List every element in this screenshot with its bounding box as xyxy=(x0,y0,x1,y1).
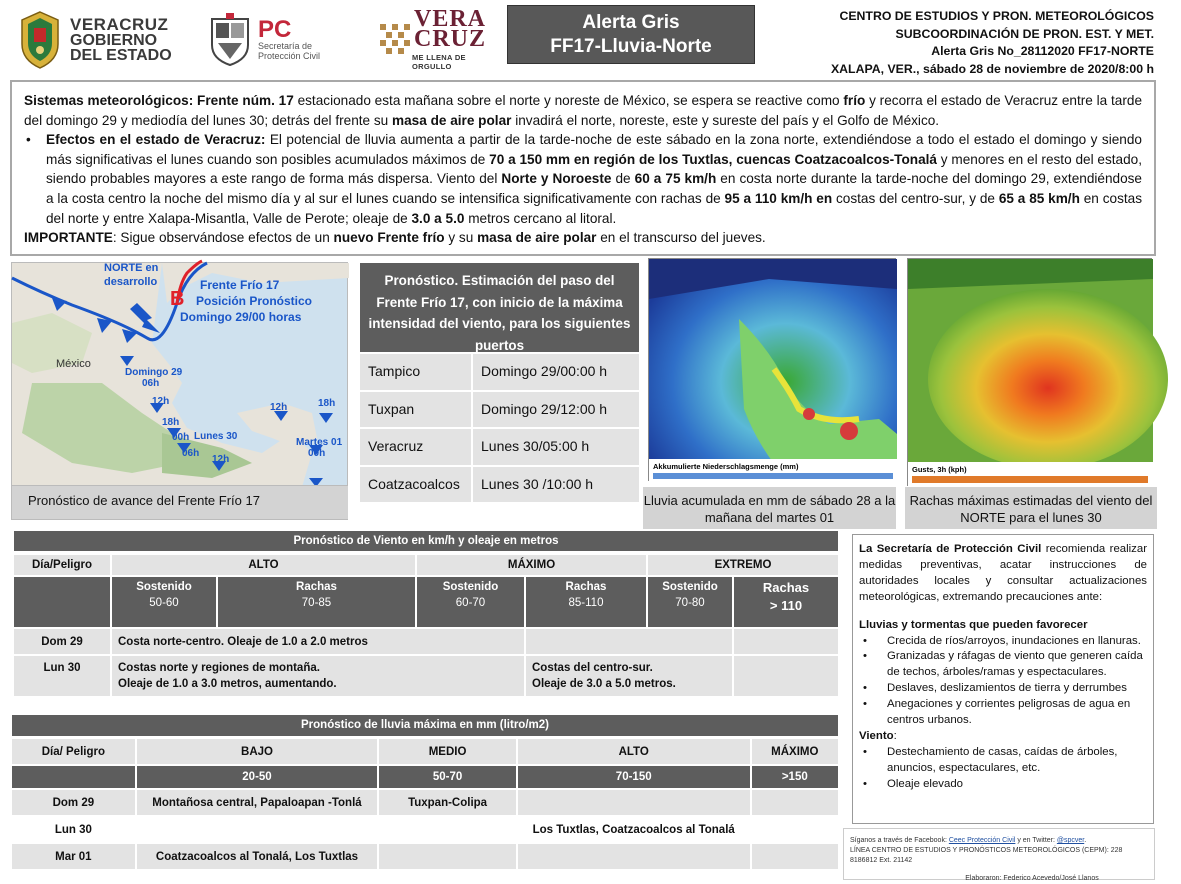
center-line4: XALAPA, VER., sábado 28 de noviembre de 2020/8:00 h xyxy=(830,61,1154,76)
center-line1: CENTRO DE ESTUDIOS Y PRON. METEOROLÓGICOS xyxy=(839,9,1154,23)
footer-social: Síganos a través de Facebook: Ceec Protección Civil y en Twitter: @spcver. xyxy=(850,837,1087,844)
alert-title-line1: Alerta Gris xyxy=(582,12,680,33)
rain-range xyxy=(12,766,135,788)
logo-pc-sub1: Secretaría de xyxy=(258,41,313,51)
wind-sub-cell: Sostenido 50-60 xyxy=(112,577,216,627)
wind-day: Lun 30 xyxy=(14,656,110,696)
veracruz-ornament-icon xyxy=(378,20,412,60)
wind-sub-cell: Rachas 70-85 xyxy=(218,577,415,627)
gusts-legend: Gusts, 3h (kph) xyxy=(912,465,967,474)
port-name: Coatzacoalcos xyxy=(360,467,471,503)
port-row xyxy=(360,392,639,428)
wind-h-alto: ALTO xyxy=(112,555,415,575)
map-title-3: Domingo 29/00 horas xyxy=(180,310,302,324)
recs-section-rain: Lluvias y tormentas que pueden favorecer xyxy=(859,618,1088,631)
port-time: Lunes 30/05:00 h xyxy=(473,429,639,465)
wind-h-extremo: EXTREMO xyxy=(648,555,838,575)
center-line2: SUBCOORDINACIÓN DE PRON. EST. Y MET. xyxy=(895,26,1154,41)
wind-sub-cell: Sostenido 60-70 xyxy=(417,577,524,627)
logo-vc-line1: VERA xyxy=(413,6,486,32)
list-item: • Crecida de ríos/arroyos, inundaciones en llanuras. xyxy=(859,634,1147,650)
map-t12h-c: 12h xyxy=(270,402,288,413)
map-t18h-c: 18h xyxy=(318,398,336,409)
rain-range: 50-70 xyxy=(379,766,516,788)
recs-section-wind: Viento: xyxy=(859,729,897,742)
rain-h-maximo: MÁXIMO xyxy=(752,739,838,764)
map-t00h: 00h xyxy=(172,432,190,443)
rain-h-bajo: BAJO xyxy=(137,739,378,764)
pc-shield-icon xyxy=(208,13,252,67)
synopsis-box xyxy=(10,80,1156,256)
map-caption: Pronóstico de avance del Frente Frío 17 xyxy=(12,485,348,519)
rain-alto xyxy=(518,790,750,815)
alert-title-line2: FF17-Lluvia-Norte xyxy=(550,36,712,57)
rain-max xyxy=(752,817,838,842)
wind-table-title: Pronóstico de Viento en km/h y oleaje en metros xyxy=(14,531,838,551)
rain-medio xyxy=(379,817,516,842)
rain-range: >150 xyxy=(752,766,838,788)
wind-extremo-text xyxy=(734,656,838,696)
synopsis-systems: Sistemas meteorológicos: Frente núm. 17 estacionado esta mañana sobre el norte y noreste de México, se espera se reactive como frío y recorra el estado de Veracruz entre la tarde del domingo 29 y mediodía del lunes 30; detrás del frente su masa de aire polar invadirá el norte, noreste, este y sureste del país y el Golfo de México. xyxy=(24,93,1143,128)
list-item: • Destechamiento de casas, caídas de árboles, anuncios, espectaculares, etc. xyxy=(859,745,1147,777)
footer-elaborated: Elaboraron: Federico Acevedo/José Llanos xyxy=(965,875,1099,882)
rain-map-svg xyxy=(649,259,897,482)
logo-ver-line2: GOBIERNO xyxy=(70,32,158,49)
recommendations-box xyxy=(852,534,1154,824)
map-norte-1: NORTE en xyxy=(104,262,159,274)
wind-h-maximo: MÁXIMO xyxy=(417,555,646,575)
map-dom29: Domingo 29 xyxy=(125,367,183,378)
facebook-link[interactable]: Ceec Protección Civil xyxy=(948,837,1016,844)
rain-map-caption: Lluvia acumulada en mm de sábado 28 a la mañana del martes 01 xyxy=(643,487,896,529)
rain-h-alto: ALTO xyxy=(518,739,750,764)
ports-header: Pronóstico. Estimación del paso del Frente Frío 17, con inicio de la máxima intensidad del viento, para los siguientes puertos xyxy=(360,263,639,352)
wind-alto-text: Costas norte y regiones de montaña. Oleaje de 1.0 a 3.0 metros, aumentando. xyxy=(112,656,524,696)
twitter-link[interactable]: @spcver xyxy=(1056,837,1085,844)
logo-ver-line3: DEL ESTADO xyxy=(70,47,172,64)
logo-ver-line1: VERACRUZ xyxy=(70,15,169,34)
veracruz-brand-logo xyxy=(378,6,488,74)
logo-pc-sub2: Protección Civil xyxy=(258,51,321,61)
map-norte-2: desarrollo xyxy=(104,276,158,288)
rain-range: 20-50 xyxy=(137,766,378,788)
rain-table xyxy=(10,737,840,871)
map-martes01: Martes 01 xyxy=(296,437,343,448)
list-item: • Oleaje elevado xyxy=(859,777,1147,793)
wind-extremo-text xyxy=(734,629,838,654)
recs-list-wind xyxy=(859,745,1147,793)
list-item: • Anegaciones y corrientes peligrosas de agua en centros urbanos. xyxy=(859,697,1147,729)
rain-table-title: Pronóstico de lluvia máxima en mm (litro/m2) xyxy=(12,715,838,736)
wind-h-blank xyxy=(14,577,110,627)
map-title-2: Posición Pronóstico xyxy=(196,294,313,308)
map-lunes30: Lunes 30 xyxy=(194,431,238,442)
map-t18h: 18h xyxy=(162,417,180,428)
ports-table xyxy=(360,263,639,502)
logo-vc-line2: CRUZ xyxy=(413,26,486,52)
wind-maximo-text xyxy=(526,629,732,654)
gusts-map xyxy=(907,258,1152,486)
rain-medio xyxy=(379,844,516,869)
map-t06h-b: 06h xyxy=(182,448,200,459)
map-t06h: 06h xyxy=(142,378,160,389)
footer-line3: 8186812 Ext. 21142 xyxy=(850,857,913,864)
footer-box xyxy=(843,828,1155,880)
rain-alto xyxy=(518,844,750,869)
header-logos xyxy=(18,6,488,74)
map-title-1: Frente Frío 17 xyxy=(200,278,280,292)
front-forecast-map xyxy=(11,262,348,520)
center-line3: Alerta Gris No_28112020 FF17-NORTE xyxy=(931,44,1154,58)
rain-legend: Akkumulierte Niederschlagsmenge (mm) xyxy=(653,462,799,471)
alert-title-box xyxy=(507,5,755,64)
rain-alto: Los Tuxtlas, Coatzacoalcos al Tonalá xyxy=(518,817,750,842)
port-row xyxy=(360,354,639,390)
rain-day: Mar 01 xyxy=(12,844,135,869)
wind-table xyxy=(12,553,840,698)
synopsis-important: IMPORTANTE: Sigue observándose efectos de un nuevo Frente frío y su masa de aire polar en el transcurso del jueves. xyxy=(24,230,766,246)
map-t00h-d: 00h xyxy=(308,448,326,459)
wind-sub-cell: Sostenido 70-80 xyxy=(648,577,732,627)
port-time: Domingo 29/12:00 h xyxy=(473,392,639,428)
rain-h-medio: MEDIO xyxy=(379,739,516,764)
list-item: • Deslaves, deslizamientos de tierra y derrumbes xyxy=(859,681,1147,697)
rain-h-day: Día/ Peligro xyxy=(12,739,135,764)
rain-medio: Tuxpan-Colipa xyxy=(379,790,516,815)
wind-maximo-text: Costas del centro-sur. Oleaje de 3.0 a 5.0 metros. xyxy=(526,656,732,696)
center-info xyxy=(831,8,1154,78)
proteccion-civil-logo xyxy=(208,6,320,74)
veracruz-government-logo xyxy=(18,6,172,74)
map-labels-svg xyxy=(12,263,349,487)
gusts-map-caption: Rachas máximas estimadas del viento del NORTE para el lunes 30 xyxy=(905,487,1157,529)
rain-day: Dom 29 xyxy=(12,790,135,815)
wind-sub-cell: Rachas 85-110 xyxy=(526,577,646,627)
port-name: Tuxpan xyxy=(360,392,471,428)
veracruz-shield-icon xyxy=(18,10,62,70)
port-time: Lunes 30 /10:00 h xyxy=(473,467,639,503)
port-row xyxy=(360,467,639,503)
logo-pc-text: PC xyxy=(258,16,292,43)
rain-bajo: Coatzacoalcos al Tonalá, Los Tuxtlas xyxy=(137,844,378,869)
rain-day: Lun 30 xyxy=(12,817,135,842)
port-name: Veracruz xyxy=(360,429,471,465)
rain-bajo: Montañosa central, Papaloapan -Tonlá xyxy=(137,790,378,815)
rain-bajo xyxy=(137,817,378,842)
rain-accumulation-map xyxy=(648,258,896,481)
rain-max xyxy=(752,844,838,869)
port-row xyxy=(360,429,639,465)
rain-range: 70-150 xyxy=(518,766,750,788)
port-time: Domingo 29/00:00 h xyxy=(473,354,639,390)
list-item: • Granizadas y ráfagas de viento que generen caída de techos, árboles/ramas y espectaculares. xyxy=(859,649,1147,681)
wind-sub-cell: Rachas > 110 xyxy=(734,577,838,627)
gusts-map-svg xyxy=(908,259,1153,487)
map-t12h: 12h xyxy=(152,396,170,407)
wind-alto-text: Costa norte-centro. Oleaje de 1.0 a 2.0 metros xyxy=(112,629,524,654)
map-t12h-b: 12h xyxy=(212,454,230,465)
map-b-label: B xyxy=(170,288,185,310)
wind-h-day: Día/Peligro xyxy=(14,555,110,575)
footer-line2: LÍNEA CENTRO DE ESTUDIOS Y PRONÓSTICOS METEOROLÓGICOS (CEPM): 228 xyxy=(850,847,1123,854)
rain-max xyxy=(752,790,838,815)
map-country-label: México xyxy=(56,358,91,370)
port-name: Tampico xyxy=(360,354,471,390)
wind-day: Dom 29 xyxy=(14,629,110,654)
recs-list-rain xyxy=(859,634,1147,729)
synopsis-effects: • Efectos en el estado de Veracruz: El potencial de lluvia aumenta a partir de la tarde-noche de este sábado en la zona norte, extendiéndose a todo el estado el domingo y siendo más significativas el lunes cuando son posibles acumulados máximos de 70 a 150 mm en región de los Tuxtlas, cuencas Coatzacoalcos-Tonalá y menores en el resto del estado, siendo probables mayores a este rango de forma más dispersa. Viento del Norte y Noroeste de 60 a 75 km/h en costa norte durante la tarde-noche del domingo 29, extendiéndose a la costa centro la noche del mismo día y al sur el lunes cuando se intensifica significativamente con rachas de 95 a 110 km/h en costas del centro-sur, y de 65 a 85 km/h en costas del norte y entre Xalapa-Misantla, Valle de Perote; oleaje de 3.0 a 5.0 metros cercano al litoral. xyxy=(24,130,1142,228)
recs-intro: La Secretaría de Protección Civil recomienda realizar medidas preventivas, acatar instrucciones de autoridades locales y consultar actualizaciones meteorológicas, extremando precauciones ante: xyxy=(859,543,1148,603)
logo-vc-tag: ME LLENA DE ORGULLO xyxy=(412,53,466,71)
